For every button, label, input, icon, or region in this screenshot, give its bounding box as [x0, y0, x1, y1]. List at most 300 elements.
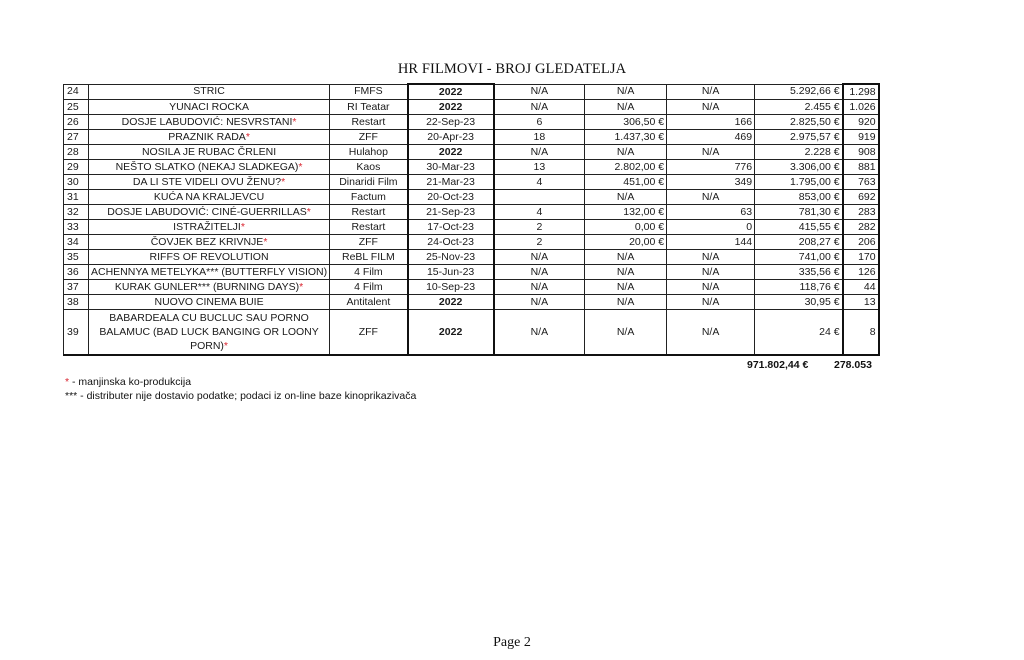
- revenue-total: [755, 280, 843, 295]
- revenue-prior-text: N/A: [616, 190, 635, 203]
- viewers-prior: [667, 175, 755, 190]
- distributor-text: ZFF: [358, 235, 378, 248]
- revenue-total-text: 781,30 €: [798, 205, 840, 218]
- footnotes: [65, 375, 416, 403]
- weeks-count-text: 18: [533, 130, 546, 143]
- weeks-count-text: 2: [536, 235, 543, 248]
- row-number-text: 38: [67, 295, 79, 308]
- viewers-prior-text: N/A: [701, 326, 720, 338]
- table-row: [64, 235, 879, 250]
- distributor: [330, 310, 408, 356]
- row-number-text: 35: [67, 250, 79, 263]
- viewers-prior: [667, 130, 755, 145]
- viewers-prior: [667, 205, 755, 220]
- release-date-text: 21-Mar-23: [426, 175, 475, 188]
- viewers-total-text: 908: [858, 145, 876, 158]
- viewers-total: [843, 295, 879, 310]
- weeks-count-text: 2: [536, 220, 543, 233]
- table-row: [64, 280, 879, 295]
- film-title: [89, 265, 330, 280]
- revenue-prior-text: N/A: [616, 265, 635, 278]
- viewers-total: [843, 130, 879, 145]
- film-title: [89, 100, 330, 115]
- weeks-count: [494, 220, 585, 235]
- distributor-text: Restart: [351, 220, 386, 233]
- release-date-text: 20-Apr-23: [427, 130, 474, 143]
- weeks-count: [494, 310, 585, 356]
- film-title: [89, 145, 330, 160]
- co-production-marker: *: [223, 340, 229, 352]
- revenue-total: [755, 205, 843, 220]
- revenue-total: [755, 145, 843, 160]
- revenue-total: [755, 295, 843, 310]
- revenue-total-text: 415,55 €: [798, 220, 840, 233]
- release-date-text: 24-Oct-23: [427, 235, 474, 248]
- viewers-total-text: 206: [858, 235, 876, 248]
- table-row: [64, 265, 879, 280]
- revenue-prior: [585, 115, 667, 130]
- weeks-count: [494, 115, 585, 130]
- row-number-text: 31: [67, 190, 79, 203]
- distributor-text: Dinaridi Film: [339, 175, 398, 188]
- viewers-prior-text: N/A: [701, 190, 720, 203]
- row-number-text: 25: [67, 100, 79, 113]
- release-date: [408, 145, 494, 160]
- weeks-count-text: 13: [533, 160, 546, 173]
- film-title-text: DOSJE LABUDOVIĆ: NESVRSTANI: [121, 115, 293, 128]
- page-number: Page 2: [493, 635, 531, 650]
- release-date-text: 22-Sep-23: [426, 115, 476, 128]
- viewers-prior-text: N/A: [701, 100, 720, 113]
- weeks-count-text: 4: [536, 205, 543, 218]
- distributor-text: RI Teatar: [347, 100, 390, 113]
- film-title: [89, 175, 330, 190]
- release-date-text: 10-Sep-23: [426, 280, 476, 293]
- distributor: [330, 190, 408, 205]
- viewers-prior-text: N/A: [701, 295, 720, 308]
- footnote-text: - manjinska ko-produkcija: [69, 376, 192, 388]
- revenue-total: [755, 175, 843, 190]
- row-number-text: 28: [67, 145, 79, 158]
- row-number-text: 30: [67, 175, 79, 188]
- viewers-prior-text: 0: [746, 220, 753, 233]
- total-viewers: 278.053: [834, 359, 872, 371]
- weeks-count-text: 4: [536, 175, 543, 188]
- weeks-count-text: 6: [536, 115, 543, 128]
- row-number: [64, 220, 89, 235]
- viewers-total: [843, 190, 879, 205]
- viewers-total: [843, 145, 879, 160]
- release-date: [408, 130, 494, 145]
- row-number-text: 26: [67, 115, 79, 128]
- revenue-total: [755, 235, 843, 250]
- release-date-text: 2022: [438, 100, 463, 113]
- distributor: [330, 84, 408, 100]
- distributor-text: Antitalent: [346, 295, 391, 308]
- revenue-total-text: 2.825,50 €: [789, 115, 840, 128]
- row-number: [64, 130, 89, 145]
- table-row: [64, 100, 879, 115]
- revenue-total-text: 3.306,00 €: [789, 160, 840, 173]
- distributor: [330, 235, 408, 250]
- table-row: [64, 205, 879, 220]
- release-date-text: 2022: [438, 145, 463, 158]
- revenue-total: [755, 220, 843, 235]
- weeks-count-text: N/A: [530, 265, 549, 278]
- release-date: [408, 295, 494, 310]
- viewers-total-text: 126: [858, 265, 876, 278]
- revenue-prior: [585, 205, 667, 220]
- distributor-text: FMFS: [354, 85, 383, 98]
- revenue-total-text: 2.228 €: [804, 145, 840, 158]
- table-row: [64, 190, 879, 205]
- viewers-total: [843, 235, 879, 250]
- revenue-total: [755, 250, 843, 265]
- revenue-prior-text: 306,50 €: [623, 115, 665, 128]
- film-title: [89, 160, 330, 175]
- films-table: [63, 83, 880, 356]
- release-date: [408, 115, 494, 130]
- revenue-prior-text: 20,00 €: [629, 235, 665, 248]
- viewers-prior: [667, 250, 755, 265]
- table-row: [64, 145, 879, 160]
- distributor: [330, 100, 408, 115]
- weeks-count: [494, 235, 585, 250]
- revenue-total-text: 118,76 €: [799, 280, 840, 293]
- revenue-prior: [585, 310, 667, 356]
- viewers-total: [843, 100, 879, 115]
- revenue-total-text: 5.292,66 €: [789, 85, 840, 98]
- row-number: [64, 205, 89, 220]
- revenue-prior-text: 451,00 €: [623, 175, 665, 188]
- distributor: [330, 295, 408, 310]
- distributor-text: Kaos: [356, 160, 381, 173]
- viewers-total-text: 919: [858, 130, 876, 143]
- revenue-prior-text: N/A: [616, 326, 635, 338]
- film-title-text: YUNACI ROCKA: [169, 100, 250, 113]
- row-number: [64, 115, 89, 130]
- row-number-text: 36: [67, 265, 79, 278]
- weeks-count-text: N/A: [530, 85, 549, 98]
- distributor: [330, 175, 408, 190]
- viewers-total: [843, 205, 879, 220]
- viewers-prior: [667, 160, 755, 175]
- film-title: [89, 84, 330, 100]
- viewers-total-text: 13: [863, 295, 876, 308]
- revenue-prior: [585, 160, 667, 175]
- film-title: [89, 220, 330, 235]
- revenue-total-text: 30,95 €: [804, 295, 840, 308]
- row-number-text: 27: [67, 130, 79, 143]
- viewers-prior-text: 469: [734, 130, 753, 143]
- revenue-prior-text: N/A: [616, 85, 635, 98]
- row-number-text: 32: [67, 205, 79, 218]
- release-date-text: 15-Jun-23: [426, 265, 475, 278]
- film-title: [89, 235, 330, 250]
- table-row: [64, 175, 879, 190]
- revenue-prior: [585, 190, 667, 205]
- release-date: [408, 175, 494, 190]
- document-title: HR FILMOVI - BROJ GLEDATELJA: [397, 61, 627, 77]
- revenue-total: [755, 84, 843, 100]
- release-date: [408, 205, 494, 220]
- viewers-total-text: 1.298: [849, 85, 876, 98]
- viewers-prior: [667, 145, 755, 160]
- revenue-prior: [585, 175, 667, 190]
- weeks-count: [494, 175, 585, 190]
- co-production-marker: *: [240, 220, 245, 233]
- revenue-prior: [585, 100, 667, 115]
- weeks-count-text: N/A: [530, 100, 549, 113]
- table-row: [64, 130, 879, 145]
- distributor-text: Restart: [351, 115, 386, 128]
- revenue-total: [755, 100, 843, 115]
- revenue-total-text: 2.975,57 €: [789, 130, 840, 143]
- revenue-total-text: 1.795,00 €: [789, 175, 840, 188]
- release-date-text: 25-Nov-23: [426, 250, 476, 263]
- distributor-text: Restart: [351, 205, 386, 218]
- viewers-total-text: 920: [858, 115, 876, 128]
- co-production-marker: *: [298, 160, 303, 173]
- revenue-total: [755, 310, 843, 356]
- film-title: [89, 310, 330, 356]
- row-number-text: 39: [67, 326, 79, 338]
- table-row: [64, 250, 879, 265]
- weeks-count-text: N/A: [530, 295, 549, 308]
- star-marker: *: [65, 376, 70, 388]
- release-date: [408, 160, 494, 175]
- viewers-prior: [667, 100, 755, 115]
- weeks-count-text: N/A: [530, 280, 549, 293]
- release-date: [408, 250, 494, 265]
- release-date: [408, 280, 494, 295]
- distributor: [330, 145, 408, 160]
- viewers-prior-text: N/A: [701, 280, 720, 293]
- distributor: [330, 130, 408, 145]
- release-date: [408, 190, 494, 205]
- viewers-prior: [667, 280, 755, 295]
- film-title-text: NUOVO CINEMA BUIE: [154, 295, 264, 308]
- film-title-text: ISTRAŽITELJI: [173, 220, 241, 233]
- release-date-text: 17-Oct-23: [427, 220, 474, 233]
- revenue-prior: [585, 265, 667, 280]
- weeks-count: [494, 250, 585, 265]
- release-date-text: 20-Oct-23: [427, 190, 474, 203]
- release-date: [408, 265, 494, 280]
- viewers-total-text: 282: [858, 220, 876, 233]
- distributor-text: 4 Film: [354, 265, 383, 278]
- film-title: [89, 205, 330, 220]
- viewers-prior-text: 349: [734, 175, 753, 188]
- viewers-prior: [667, 295, 755, 310]
- weeks-count-text: N/A: [530, 145, 549, 158]
- weeks-count: [494, 100, 585, 115]
- viewers-total-text: 1.026: [849, 100, 876, 113]
- release-date: [408, 310, 494, 356]
- distributor-text: Factum: [350, 190, 386, 203]
- viewers-total: [843, 250, 879, 265]
- row-number-text: 24: [67, 85, 79, 98]
- distributor: [330, 115, 408, 130]
- viewers-total-text: 44: [863, 280, 876, 293]
- co-production-marker: *: [245, 130, 250, 143]
- viewers-total-text: 763: [858, 175, 876, 188]
- weeks-count-text: N/A: [530, 326, 549, 338]
- revenue-prior: [585, 145, 667, 160]
- row-number: [64, 280, 89, 295]
- viewers-total-text: 881: [858, 160, 876, 173]
- row-number: [64, 100, 89, 115]
- revenue-prior-text: N/A: [616, 250, 635, 263]
- revenue-prior: [585, 250, 667, 265]
- distributor: [330, 250, 408, 265]
- film-title: [89, 295, 330, 310]
- row-number-text: 29: [67, 160, 79, 173]
- weeks-count: [494, 160, 585, 175]
- revenue-total: [755, 130, 843, 145]
- footnote-triple-star: *** - distributer nije dostavio podatke; podaci iz on-line baze kinoprikazivača: [65, 390, 417, 402]
- revenue-prior-text: 1.437,30 €: [614, 130, 665, 143]
- film-title-text: ACHENNYA METELYKA*** (BUTTERFLY VISION): [91, 265, 328, 278]
- film-title-text: RIFFS OF REVOLUTION: [149, 250, 269, 263]
- viewers-prior: [667, 265, 755, 280]
- distributor-text: Hulahop: [348, 145, 388, 158]
- revenue-total: [755, 265, 843, 280]
- revenue-prior: [585, 84, 667, 100]
- row-number: [64, 84, 89, 100]
- film-title: [89, 130, 330, 145]
- film-title-text: BABARDEALA CU BUCLUC SAU PORNO BALAMUC (BAD LUCK BANGING OR LOONY PORN): [99, 312, 319, 352]
- distributor-text: ZFF: [358, 130, 378, 143]
- row-number: [64, 295, 89, 310]
- revenue-prior-text: N/A: [616, 295, 635, 308]
- revenue-total-text: 853,00 €: [798, 190, 840, 203]
- film-title-text: STRIC: [193, 85, 225, 98]
- row-number: [64, 175, 89, 190]
- film-title-text: KUĆA NA KRALJEVCU: [153, 190, 265, 203]
- revenue-total-text: 335,56 €: [798, 265, 840, 278]
- viewers-prior-text: N/A: [701, 250, 720, 263]
- viewers-prior-text: N/A: [701, 145, 720, 158]
- revenue-prior: [585, 295, 667, 310]
- release-date: [408, 235, 494, 250]
- co-production-marker: *: [263, 235, 268, 248]
- viewers-prior-text: 144: [734, 235, 753, 248]
- revenue-prior: [585, 130, 667, 145]
- total-revenue: 971.802,44 €: [747, 359, 809, 371]
- co-production-marker: *: [299, 280, 304, 293]
- table-row: [64, 310, 879, 356]
- row-number: [64, 265, 89, 280]
- viewers-total: [843, 220, 879, 235]
- film-title-text: ČOVJEK BEZ KRIVNJE: [150, 235, 264, 248]
- viewers-total: [843, 310, 879, 356]
- distributor: [330, 265, 408, 280]
- viewers-prior-text: 166: [734, 115, 753, 128]
- revenue-prior: [585, 235, 667, 250]
- revenue-total: [755, 115, 843, 130]
- viewers-prior: [667, 310, 755, 356]
- viewers-total: [843, 280, 879, 295]
- release-date: [408, 84, 494, 100]
- co-production-marker: *: [292, 115, 297, 128]
- viewers-total: [843, 115, 879, 130]
- film-title-text: NOSILA JE RUBAC ČRLENI: [141, 145, 277, 158]
- weeks-count: [494, 145, 585, 160]
- viewers-total: [843, 265, 879, 280]
- revenue-prior-text: N/A: [616, 100, 635, 113]
- row-number-text: 33: [67, 220, 79, 233]
- film-title: [89, 250, 330, 265]
- distributor: [330, 220, 408, 235]
- revenue-prior-text: 2.802,00 €: [614, 160, 665, 173]
- row-number: [64, 190, 89, 205]
- row-number: [64, 250, 89, 265]
- weeks-count: [494, 190, 585, 205]
- film-title-text: DA LI STE VIDELI OVU ŽENU?: [132, 175, 282, 188]
- table-row: [64, 84, 879, 100]
- table-row: [64, 160, 879, 175]
- viewers-prior-text: 63: [740, 205, 753, 218]
- viewers-total: [843, 84, 879, 100]
- release-date-text: 21-Sep-23: [426, 205, 476, 218]
- film-title-text: PRAZNIK RADA: [168, 130, 246, 143]
- row-number: [64, 145, 89, 160]
- revenue-prior-text: 132,00 €: [623, 205, 665, 218]
- viewers-prior: [667, 235, 755, 250]
- revenue-prior-text: N/A: [616, 145, 635, 158]
- viewers-total-text: 692: [858, 190, 876, 203]
- viewers-total-text: 283: [858, 205, 876, 218]
- release-date-text: 2022: [438, 326, 463, 338]
- viewers-total: [843, 160, 879, 175]
- distributor: [330, 280, 408, 295]
- viewers-prior-text: 776: [734, 160, 753, 173]
- release-date-text: 30-Mar-23: [426, 160, 475, 173]
- release-date-text: 2022: [438, 295, 463, 308]
- film-title-text: KURAK GUNLER*** (BURNING DAYS): [114, 280, 300, 293]
- revenue-prior: [585, 280, 667, 295]
- distributor-text: ZFF: [358, 326, 378, 338]
- revenue-total-text: 208,27 €: [798, 235, 840, 248]
- weeks-count: [494, 265, 585, 280]
- weeks-count: [494, 295, 585, 310]
- distributor-text: 4 Film: [354, 280, 383, 293]
- film-title: [89, 190, 330, 205]
- film-title: [89, 280, 330, 295]
- film-title: [89, 115, 330, 130]
- film-title-text: DOSJE LABUDOVIĆ: CINÉ-GUERRILLAS: [107, 205, 307, 218]
- revenue-total: [755, 160, 843, 175]
- row-number: [64, 160, 89, 175]
- viewers-prior: [667, 115, 755, 130]
- revenue-prior-text: 0,00 €: [634, 220, 665, 233]
- release-date: [408, 100, 494, 115]
- row-number-text: 34: [67, 235, 79, 248]
- film-title-text: NEŠTO SLATKO (NEKAJ SLADKEGA): [115, 160, 299, 173]
- row-number: [64, 310, 89, 356]
- revenue-prior-text: N/A: [616, 280, 635, 293]
- weeks-count: [494, 280, 585, 295]
- co-production-marker: *: [306, 205, 311, 218]
- viewers-total-text: 8: [869, 326, 876, 338]
- revenue-total-text: 2.455 €: [804, 100, 840, 113]
- weeks-count: [494, 205, 585, 220]
- table-row: [64, 295, 879, 310]
- weeks-count-text: N/A: [530, 250, 549, 263]
- release-date-text: 2022: [438, 85, 463, 98]
- table-row: [64, 115, 879, 130]
